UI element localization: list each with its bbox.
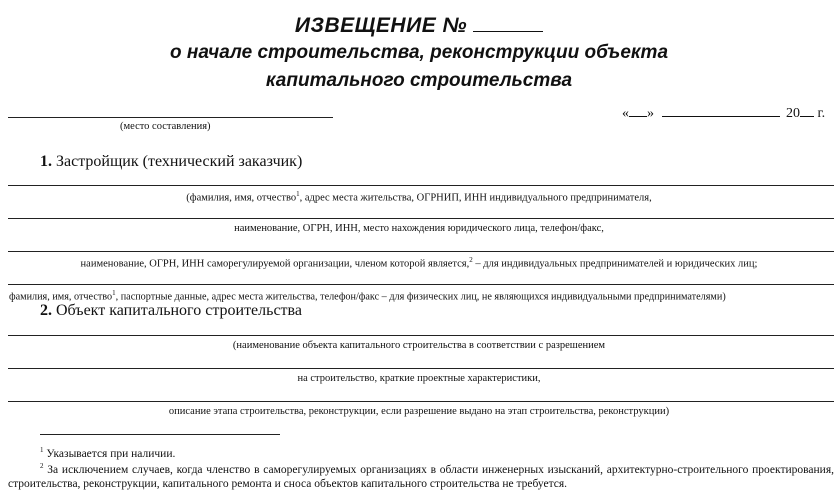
section1-number: 1. [40, 153, 52, 170]
footnote-separator [40, 434, 280, 435]
notice-number-blank[interactable] [473, 15, 543, 32]
date-month-blank[interactable] [662, 104, 780, 117]
section2-line-1[interactable] [8, 335, 834, 336]
place-caption: (место составления) [120, 121, 211, 132]
section1-caption-1: (фамилия, имя, отчество$^1$, адрес места жительства, ОГРНИП, ИНН индивидуального предпринимателя, [186, 190, 652, 204]
date-year-suffix: г. [817, 106, 826, 121]
date-field[interactable] [622, 104, 825, 122]
date-close-quote: » [647, 106, 654, 121]
section1-heading [40, 153, 302, 171]
section1-line-4[interactable] [8, 284, 834, 285]
section2-caption-1: (наименование объекта капитального строительства в соответствии с разрешением [232, 340, 606, 351]
document-title-text: ИЗВЕЩЕНИЕ № [294, 14, 468, 37]
date-year-blank[interactable] [800, 104, 814, 117]
document-title [0, 14, 838, 38]
section2-line-3[interactable] [8, 401, 834, 402]
footnote-ref-1b: 1 [112, 289, 116, 297]
section1-line-2[interactable] [8, 218, 834, 219]
section1-caption-4: фамилия, имя, отчество$^1$, паспортные данные, адрес места жительства, телефон/факс – для физических лиц, не являющихся индивидуальными предпринимателями) [9, 289, 726, 303]
section1-caption-2: наименование, ОГРН, ИНН, место нахождения юридического лица, телефон/факс, [234, 223, 604, 234]
section2-line-2[interactable] [8, 368, 834, 369]
document-subtitle-line1: о начале строительства, реконструкции объекта [169, 42, 669, 63]
footnote-ref-1: 1 [296, 190, 300, 198]
footnote-1-mark: 1 [40, 446, 44, 454]
section2-number: 2. [40, 302, 52, 319]
section1-line-1[interactable] [8, 185, 834, 186]
footnote-2-mark: 2 [40, 462, 44, 470]
document-subtitle-line2: капитального строительства [265, 70, 573, 91]
place-line[interactable] [8, 117, 333, 118]
section1-line-3[interactable] [8, 251, 834, 252]
section2-caption-2: на строительство, краткие проектные характеристики, [297, 373, 541, 384]
footnote-1-text: Указывается при наличии. [43, 447, 176, 460]
section2-heading [40, 302, 302, 320]
section2-title: Объект капитального строительства [56, 302, 302, 319]
section1-caption-3: наименование, ОГРН, ИНН саморегулируемой организации, членом которой является,$^2$ – для индивидуальных предпринимателей и юридических лиц; [80, 256, 758, 270]
footnote-2-text: За исключением случаев, когда членство в саморегулируемых организациях в области инженерных изысканий, архитектурно-строительного проектирования, строительства, реконструкции, капитального ремонта и сноса объектов капитального строительства не требуется. [8, 463, 834, 490]
date-year-prefix: 20 [786, 106, 800, 121]
footnote-2 [8, 459, 834, 491]
date-day-blank[interactable] [629, 104, 647, 117]
footnote-ref-2: 2 [469, 256, 473, 264]
section1-title: Застройщик (технический заказчик) [56, 153, 303, 170]
date-open-quote: « [622, 106, 629, 121]
section2-caption-3: описание этапа строительства, реконструкции, если разрешение выдано на этап строительства, реконструкции) [168, 406, 670, 417]
